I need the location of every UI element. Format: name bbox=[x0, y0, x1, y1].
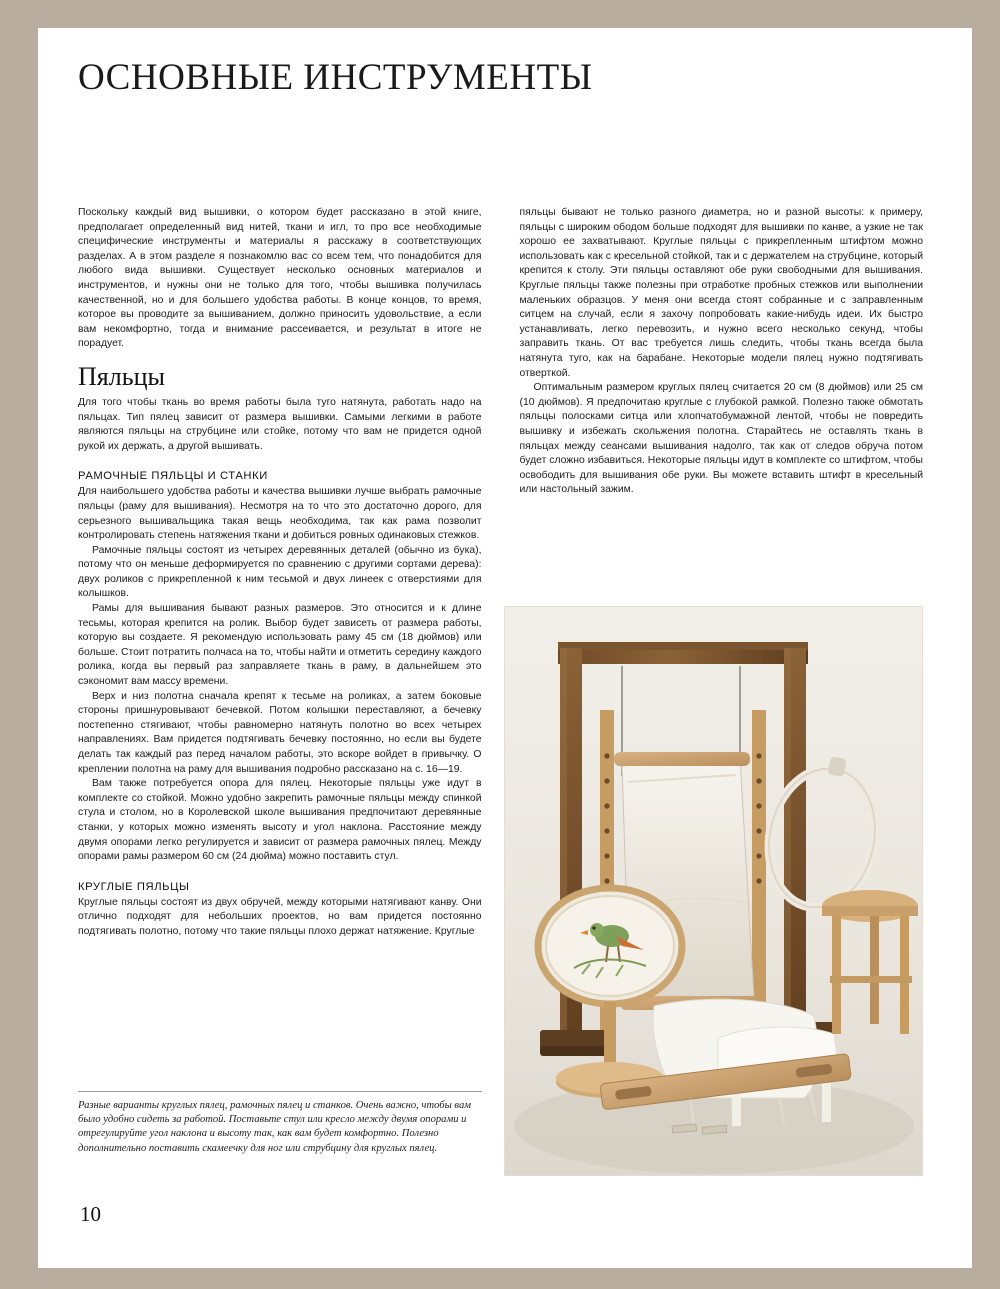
photo-illustration bbox=[504, 606, 923, 1176]
round-paragraph-1: Круглые пяльцы состоят из двух обручей, между которыми натягивают канву. Они отлично подходят для небольших проектов, но вам придется постоянно подтягивать полотно, потому что такие пяльцы плохо держат натяжение. Круглые bbox=[78, 896, 482, 937]
frame-paragraph-1: Для наибольшего удобства работы и качества вышивки лучше выбрать рамочные пяльцы (раму для вышивания). Несмотря на то что это достаточно дорого, для серьезного вышивальщика такая вещь необходима, так как рама позволит контролировать степень натяжения ткани и добиться ровных одинаковых стежков. bbox=[78, 486, 482, 542]
frame-paragraph-3: Рамы для вышивания бывают разных размеров. Это относится и к длине тесьмы, которая крепится на ролик. Выбор будет зависеть от размера работы, которую вы создаете. Я рекомендую использовать раму 45 см (18 дюймов) или больше. Стоит потратить полчаса на то, чтобы найти и отметить середину каждого ролика, когда вы первый раз заправляете ткань в раму, в дальнейшем это сэкономит вам массу времени. bbox=[78, 603, 482, 688]
frame-paragraph-5: Вам также потребуется опора для пялец. Некоторые пяльцы уже идут в комплекте со стойкой. Можно удобно закрепить рамочные пяльцы между спинкой стула и столом, но в Королевской школе вышивания предпочитают деревянные станки, у которых можно изменять высоту и угол наклона. Расстояние между двумя опорами легко регулируется и зависит от размера рамочных пялец. Между опорами рамы размером 60 см (24 дюйма) можно поставить стул. bbox=[78, 778, 482, 863]
right-paragraph-2: Оптимальным размером круглых пялец считается 20 см (8 дюймов) или 25 см (10 дюймов). Я предпочитаю круглые с глубокой рамкой. Полезно также обмотать пяльцы полосками ситца или хлопчатобумажной лентой, чтобы не повредить вышивку и избежать скольжения полотна. Старайтесь не оставлять ткань в пяльцах между сеансами вышивания надолго, так как от следов обруча потом будет сложно избавиться. Некоторые пяльцы идут в комплекте со штифтом, чтобы освободить для вышивания обе руки. Вы можете вставить штифт в кресельный или настольный зажим. bbox=[519, 382, 923, 496]
section-heading-pyaltsy: Пяльцы bbox=[78, 361, 165, 391]
section-intro-paragraph: Для того чтобы ткань во время работы была туго натянута, работать надо на пяльцах. Тип пялец зависит от размера вышивки. Самыми легкими в работе являются пяльцы на струбцине или стойке, потому что вам не придется одной рукой их держать, а другой вышивать. bbox=[78, 396, 482, 452]
photo-embroidery-frames bbox=[504, 606, 923, 1176]
figure-caption-block bbox=[78, 1091, 482, 1156]
figure-caption: Разные варианты круглых пялец, рамочных пялец и станков. Очень важно, чтобы вам было удобно сидеть за работой. Поставьте стул или кресло между двумя опорами и отрегулируйте угол наклона и высоту так, как вам будет комфортно. Полезно дополнительно поставить скамеечку для ног или струбцину для круглых пялец. bbox=[78, 1100, 472, 1154]
page-number: 10 bbox=[80, 1202, 101, 1226]
frame-paragraph-2: Рамочные пяльцы состоят из четырех деревянных деталей (обычно из бука), потому что он меньше деформируется по сравнению с другими сортами дерева): двух роликов с прикрепленной к ним тесьмой и двух линеек с отверстиями для колышков. bbox=[78, 544, 482, 600]
left-column bbox=[78, 206, 482, 940]
right-paragraph-1: пяльцы бывают не только разного диаметра, но и разной высоты: к примеру, пяльцы с широким ободом больше подходят для вышивки по канве, а узкие не так хорошо ее захватывают. Круглые пяльцы с прикрепленным штифтом можно использовать как с кресельной стойкой, так и с держателем на струбцине, который крепится к столу. Эти пяльцы оставляют обе руки свободными для вышивания. Круглые пяльцы также полезны при отработке пробных стежков или выполнении маленьких образцов. У меня они всегда стоят собранные и с заправленным ситцем на случай, если я захочу попробовать какие-нибудь идеи. Их быстро устанавливать, легко перевозить, и нужно всего несколько секунд, чтобы заправить ткань. От вас требуется лишь следить, чтобы ткань всегда была натянута туго, как на барабане. Некоторые модели пялец нужно подтягивать отверткой. bbox=[519, 207, 923, 379]
document-page bbox=[38, 28, 972, 1268]
subheading-frame-hoops: РАМОЧНЫЕ ПЯЛЬЦЫ И СТАНКИ bbox=[78, 470, 268, 483]
intro-paragraph: Поскольку каждый вид вышивки, о котором будет рассказано в этой книге, предполагает определенный вид нитей, ткани и игл, то про все необходимые специфические инструменты и материалы я расскажу в соответствующих разделах. А в этом разделе я познакомлю вас со всем тем, что понадобится для любого вида вышивки. Существует несколько основных материалов и инструментов, и нужны они не только для того, чтобы вышивка получилась качественной, но и для большего удобства работы. В конце концов, то время, которое вы проводите за вышиванием, должно приносить удовольствие, а если вам некомфортно, тогда и внимание рассеивается, и результат в итоге не порадует. bbox=[78, 207, 482, 350]
subheading-round-hoops: КРУГЛЫЕ ПЯЛЬЦЫ bbox=[78, 880, 190, 893]
page-title: ОСНОВНЫЕ ИНСТРУМЕНТЫ bbox=[78, 57, 593, 98]
caption-divider bbox=[78, 1091, 482, 1092]
frame-paragraph-4: Верх и низ полотна сначала крепят к тесьме на роликах, а затем боковые стороны пришнуровывают бечевкой. Потом колышки переставляют, а бечевку постепенно стягивают, чтобы равномерно натянуть полотно во всех четырех направлениях. Вам придется подтягивать бечевку постоянно, но если вы будете делать так каждый раз перед началом работы, это вскоре войдет в привычку. О креплении полотна на раму для вышивания подробно рассказано на с. 16—19. bbox=[78, 690, 482, 775]
